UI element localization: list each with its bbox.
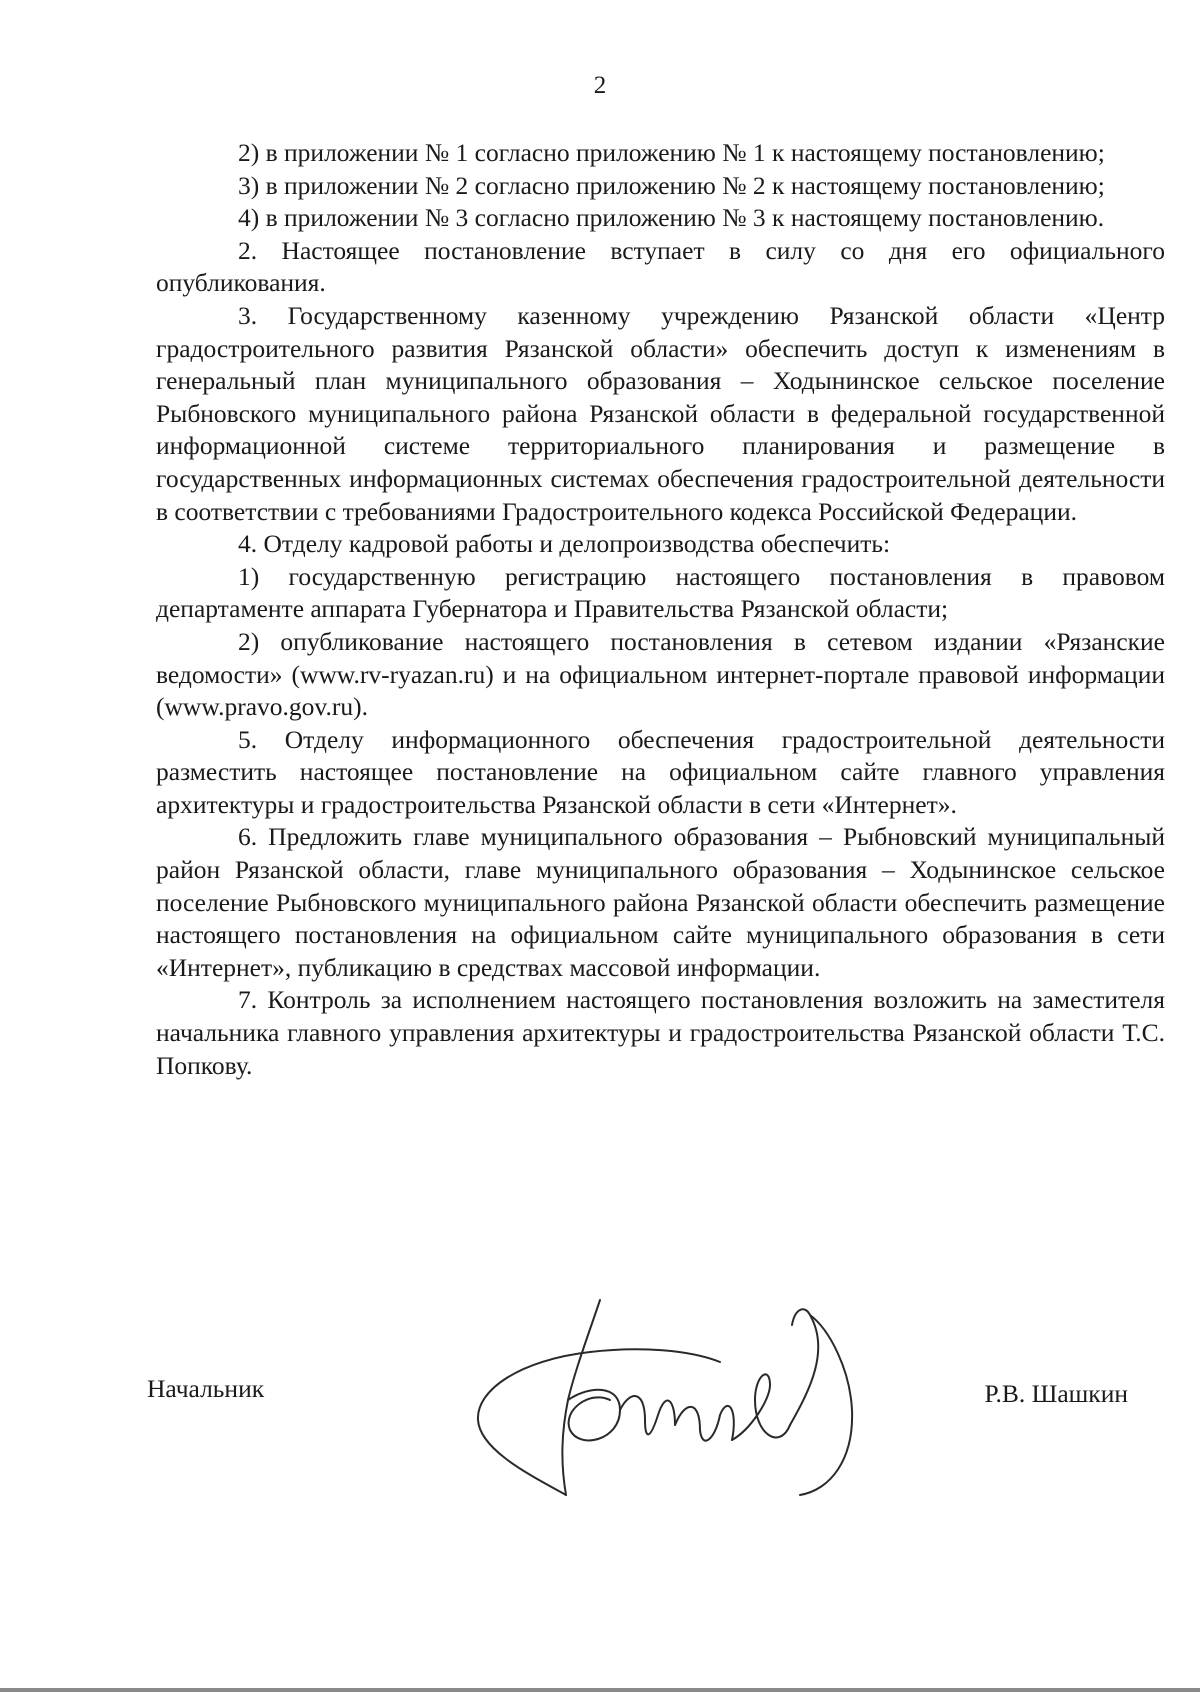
handwritten-signature [470,1290,890,1520]
document-body [156,137,1165,1082]
paragraph-clause-7: 7. Контроль за исполнением настоящего постановления возложить на заместителя начальника главного управления архитектуры и градостроительства Рязанской области Т.С. Попкову. [156,985,1165,1080]
paragraph-clause-6: 6. Предложить главе муниципального образования – Рыбновский муниципальный район Рязанской области, главе муниципального образования – Ходынинское сельское поселение Рыбновского муниципального района Рязанской области обеспечить размещение настоящего постановления на официальном сайте муниципального образования в сети «Интернет», публикацию в средствах массовой информации. [156,822,1165,982]
bottom-scan-border [0,1688,1200,1692]
paragraph-clause-4-item-2: 2) опубликование настоящего постановления в сетевом издании «Рязанские ведомости» (www.rv-ryazan.ru) и на официальном интернет-портале правовой информации (www.pravo.gov.ru). [156,626,1165,722]
signatory-name: Р.В. Шашкин [984,1379,1128,1408]
page-number: 2 [593,72,607,99]
paragraph-list-item-2: 2) в приложении № 1 согласно приложению № 1 к настоящему постановлению; [238,138,1105,167]
paragraph-list-item-3: 3) в приложении № 2 согласно приложению № 2 к настоящему постановлению; [238,170,1105,200]
paragraph-clause-2: 2. Настоящее постановление вступает в силу со дня его официального опубликования. [156,235,1165,298]
paragraph-clause-4: 4. Отделу кадровой работы и делопроизводства обеспечить: [238,529,891,559]
paragraph-clause-5: 5. Отделу информационного обеспечения градостроительной деятельности разместить настоящее постановление на официальном сайте главного управления архитектуры и градостроительства Рязанской области в сети «Интернет». [156,724,1165,819]
paragraph-list-item-4: 4) в приложении № 3 согласно приложению № 3 к настоящему постановлению. [238,203,1105,233]
paragraph-clause-4-item-1: 1) государственную регистрацию настоящего постановления в правовом департаменте аппарата Губернатора и Правительства Рязанской области; [156,561,1165,624]
signatory-title: Начальник [147,1374,265,1403]
paragraph-clause-3: 3. Государственному казенному учреждению Рязанской области «Центр градостроительного развития Рязанской области» обеспечить доступ к изменениям в генеральный план муниципального образования – Ходынинское сельское поселение Рыбновского муниципального района Рязанской области в федеральной государственной информационной системе территориального планирования и размещение в государственных информационных системах обеспечения градостроительной деятельности в соответствии с требованиями Градостроительного кодекса Российской Федерации. [156,300,1165,526]
